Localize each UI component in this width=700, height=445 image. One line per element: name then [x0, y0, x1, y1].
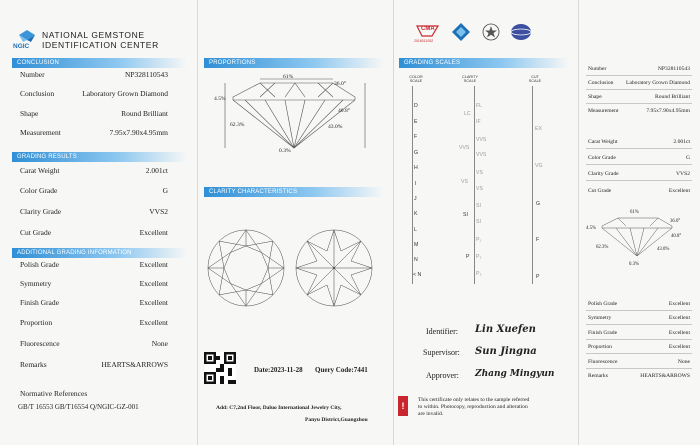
summary-culet: 0.3%: [629, 262, 639, 267]
row-label: Color Grade: [20, 186, 58, 195]
clarity-grade: VS: [476, 170, 483, 176]
clarity-grade: SI: [476, 203, 481, 209]
row-label: Shape: [20, 109, 39, 118]
summary-label: Conclusion: [588, 80, 614, 86]
row-value: None: [151, 339, 168, 348]
row-value: Excellent: [139, 279, 168, 288]
summary-value: NP328110543: [657, 66, 690, 72]
clarity-group: P: [466, 254, 470, 260]
warning-icon: !: [401, 401, 405, 411]
accreditation-star-icon: [481, 22, 501, 47]
section-header-additional: ADDITIONAL GRADING INFORMATION: [12, 248, 187, 258]
disclaimer-line2: to within. Photocopy, reproduction and alteration: [418, 404, 528, 410]
summary-label: Polish Grade: [588, 301, 618, 307]
cut-grade: G: [536, 201, 541, 207]
divider: [586, 368, 692, 369]
cma-sub: 2016011052: [414, 39, 434, 43]
crown-view-icon: [206, 228, 286, 308]
query-code: Query Code:7441: [315, 366, 368, 374]
color-letter: I: [415, 181, 417, 187]
identifier-label: Identifier:: [426, 327, 458, 336]
cut-grade: F: [536, 237, 540, 243]
summary-value: Excellent: [668, 330, 690, 336]
row-label: Polish Grade: [20, 260, 59, 269]
normative-text: GB/T 16553 GB/T16554 Q/NGIC-GZ-001: [18, 403, 139, 411]
clarity-group: SI: [463, 212, 468, 218]
pavilion-angle: 40.8°: [338, 108, 351, 114]
divider: [586, 164, 692, 165]
section-header-proportions: PROPORTIONS: [204, 58, 384, 68]
proportion-diagram: [205, 72, 390, 162]
clarity-grade: FL: [476, 103, 483, 109]
clarity-grade: SI: [476, 219, 481, 225]
divider: [586, 324, 692, 325]
address-line2: Panyu District,Guangzhou: [305, 417, 368, 423]
row-label: Measurement: [20, 128, 61, 137]
summary-value: G: [685, 155, 690, 161]
clarity-grade: P₃: [476, 271, 482, 277]
diamond-profile-icon: [205, 72, 390, 162]
row-value: VVS2: [149, 207, 168, 216]
row-value: Excellent: [139, 318, 168, 327]
summary-label: Clarity Grade: [588, 171, 619, 177]
accreditation-diamond-icon: [451, 22, 471, 47]
row-label: Number: [20, 70, 45, 79]
row-value: Excellent: [139, 260, 168, 269]
cut-grade: EX: [535, 126, 542, 132]
color-letter: G: [414, 150, 419, 156]
approver-label: Approver:: [426, 371, 459, 380]
pavilion-depth: 43.0%: [328, 124, 343, 130]
row-label: Clarity Grade: [20, 207, 62, 216]
disclaimer-line1: This certificate only relates to the sample referred: [418, 397, 530, 403]
date: Date:2023-11-28: [254, 366, 303, 374]
clarity-group: VS: [461, 179, 468, 185]
summary-label: Shape: [588, 94, 602, 100]
divider: [586, 310, 692, 311]
pavilion-plot-diagram: [294, 228, 374, 313]
cut-scale-bar: [532, 86, 542, 284]
crown-plot-diagram: [206, 228, 286, 313]
clarity-grade: P₁: [476, 237, 482, 243]
color-scale-bar: [412, 86, 423, 284]
color-letter: D: [414, 103, 418, 109]
row-label: Proportion: [20, 318, 53, 327]
cut-scale-head: CUT SCALE: [528, 75, 542, 83]
section-header-scales: GRADING SCALES: [399, 58, 569, 68]
clarity-grade: VVS: [476, 137, 487, 143]
summary-label: Finish Grade: [588, 330, 618, 336]
summary-value: Laboratory Grown Diamond: [625, 80, 690, 86]
clarity-grade: VS: [476, 186, 483, 192]
color-letter: M: [414, 242, 419, 248]
summary-value: Excellent: [668, 301, 690, 307]
summary-table: 61%: [630, 210, 639, 215]
row-value: HEARTS&ARROWS: [101, 360, 168, 369]
divider: [586, 353, 692, 354]
row-value: Round Brilliant: [121, 109, 168, 118]
row-label: Finish Grade: [20, 298, 59, 307]
color-letter: < N: [413, 272, 422, 278]
summary-label: Carat Weight: [588, 139, 618, 145]
summary-value: VVS2: [676, 171, 690, 177]
row-label: Cut Grade: [20, 228, 52, 237]
color-letter: E: [414, 119, 418, 125]
org-name-line2: IDENTIFICATION CENTER: [42, 40, 159, 50]
disclaimer-line3: are invalid.: [418, 411, 444, 417]
address-line1: Add: C7,2nd Floor, Daluo International Jewelry City,: [216, 405, 342, 411]
cut-grade: VG: [535, 163, 543, 169]
summary-pavilion-angle: 40.8°: [671, 234, 682, 239]
clarity-group: VVS: [459, 145, 470, 151]
fold-line: [197, 0, 198, 445]
summary-value: None: [677, 359, 690, 365]
row-label: Remarks: [20, 360, 47, 369]
row-value: Excellent: [139, 298, 168, 307]
cma-text: CMA: [421, 26, 435, 32]
summary-value: Excellent: [668, 315, 690, 321]
summary-pavilion-depth: 43.0%: [657, 247, 670, 252]
cut-grade: P: [536, 274, 540, 280]
summary-value: Round Brilliant: [655, 94, 690, 100]
section-header-grading: GRADING RESULTS: [12, 152, 187, 162]
section-header-clarity: CLARITY CHARACTERISTICS: [204, 187, 384, 197]
divider: [586, 75, 692, 76]
summary-label: Number: [588, 66, 607, 72]
accreditation-globe-icon: [510, 23, 532, 46]
row-value: NP328110543: [124, 70, 168, 79]
summary-total-depth: 62.3%: [596, 245, 609, 250]
pavilion-view-icon: [294, 228, 374, 308]
summary-value: Excellent: [668, 344, 690, 350]
summary-value: Excellent: [668, 188, 690, 194]
divider: [586, 89, 692, 90]
color-letter: H: [414, 165, 418, 171]
color-letter: J: [414, 196, 417, 202]
identifier-signature: Lin Xuefen: [475, 324, 536, 335]
summary-value: HEARTS&ARROWS: [640, 373, 690, 379]
row-value: 7.95x7.90x4.95mm: [109, 128, 168, 137]
color-letter: K: [414, 211, 418, 217]
org-name: NATIONAL GEMSTONE: [42, 30, 145, 40]
divider: [586, 103, 692, 104]
divider: [586, 339, 692, 340]
color-letter: N: [414, 257, 418, 263]
divider: [586, 148, 692, 149]
summary-label: Cut Grade: [588, 188, 612, 194]
color-letter: F: [414, 134, 418, 140]
normative-title: Normative References: [20, 389, 88, 398]
culet: 0.3%: [279, 148, 291, 154]
row-value: G: [162, 186, 168, 195]
summary-crown-height: 4.5%: [586, 226, 596, 231]
supervisor-signature: Sun Jingna: [475, 346, 537, 357]
warning-badge: [398, 396, 408, 416]
summary-label: Proportion: [588, 344, 612, 350]
total-depth: 62.3%: [230, 122, 245, 128]
summary-label: Color Grade: [588, 155, 616, 161]
approver-signature: Zhang Mingyun: [475, 369, 555, 379]
color-scale-head: COLOR SCALE: [409, 75, 423, 83]
clarity-grade: P₂: [476, 254, 482, 260]
summary-crown-angle: 36.0°: [670, 219, 681, 224]
clarity-group: LC: [464, 111, 471, 117]
row-value: 2.001ct: [145, 166, 168, 175]
section-header-conclusion: CONCLUSION: [12, 58, 187, 68]
summary-label: Fluorescence: [588, 359, 618, 365]
summary-label: Remarks: [588, 373, 608, 379]
qr-code-icon[interactable]: [204, 352, 236, 384]
summary-label: Measurement: [588, 108, 619, 114]
table-percent: 61%: [283, 74, 294, 80]
clarity-grade: IF: [476, 119, 481, 125]
supervisor-label: Supervisor:: [423, 348, 460, 357]
row-label: Carat Weight: [20, 166, 60, 175]
color-letter: L: [414, 227, 417, 233]
crown-height: 4.5%: [214, 96, 226, 102]
summary-value: 2.001ct: [673, 139, 690, 145]
crown-angle: 36.0°: [334, 81, 347, 87]
row-value: Laboratory Grown Diamond: [82, 89, 168, 98]
row-label: Fluorescence: [20, 339, 60, 348]
clarity-scale-head: CLARITY SCALE: [461, 75, 479, 83]
row-value: Excellent: [139, 228, 168, 237]
summary-value: 7.95x7.90x4.95mm: [646, 108, 690, 114]
summary-label: Symmetry: [588, 315, 612, 321]
logo-text: NGIC: [13, 43, 30, 50]
fold-line: [393, 0, 394, 445]
fold-line: [578, 0, 579, 445]
row-label: Symmetry: [20, 279, 52, 288]
row-label: Conclusion: [20, 89, 55, 98]
divider: [586, 180, 692, 181]
clarity-grade: VVS: [476, 152, 487, 158]
